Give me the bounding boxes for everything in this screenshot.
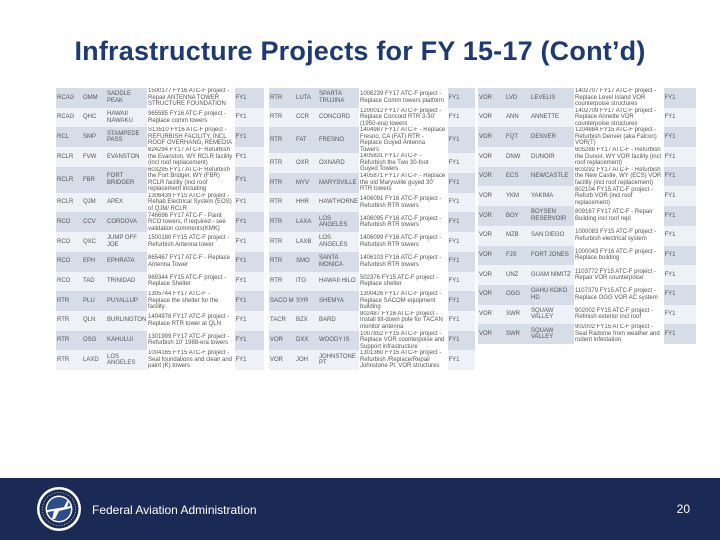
location-id-cell: LAXB [295,232,318,252]
city-cell: SHEMYA [318,291,359,311]
location-id-cell: LAXD [82,350,106,370]
project-description-cell: 1306439 FY15 ATC-F project - Rehab Electrical System (EOS) of QJM/ RCLR [147,193,234,213]
fiscal-year-cell: FY1 [663,147,696,167]
project-description-cell: 802104 FY15 ATC-F project - Refurb VOR (incl roof replacement) [574,186,663,206]
agency-name: Federal Aviation Administration [92,503,257,517]
facility-type-cell: RTR [269,212,295,232]
project-description-cell: 746696 FY17 ATC-F - Paint RCO towers, if required - see validation comments(KMK) [147,212,234,232]
table-row [269,212,475,232]
location-id-cell: QJM [82,193,106,213]
fiscal-year-cell: FY1 [447,331,475,351]
fiscal-year-cell: FY1 [234,232,264,252]
city-cell: CORDOVA [106,212,147,232]
location-id-cell: CCR [295,108,318,128]
location-id-cell: LVD [505,88,530,108]
fiscal-year-cell: FY1 [447,153,475,173]
facility-type-cell: RTR [269,108,295,128]
facility-type-cell: VOR [478,186,505,206]
city-cell: WOODY IS [318,331,359,351]
city-cell: LOS ANGELES [106,350,147,370]
table-row [478,226,696,246]
table-row [478,324,696,344]
table-row [269,291,475,311]
location-id-cell: TAD [82,272,106,292]
city-cell: ANNETTE [530,108,574,128]
table-row [478,186,696,206]
table-row [269,88,475,108]
location-id-cell: OGG [505,285,530,305]
fiscal-year-cell: FY1 [663,246,696,266]
facility-type-cell: RCLR [56,193,82,213]
facility-type-cell: VOR [478,147,505,167]
fiscal-year-cell: FY1 [663,167,696,187]
project-description-cell: 1305744 FY17 ATC-F - Replace the shelter for the facility. [147,291,234,311]
table-row [56,291,264,311]
location-id-cell: CCV [82,212,106,232]
table-row [269,331,475,351]
fiscal-year-cell: FY1 [447,272,475,292]
location-id-cell: ANN [505,108,530,128]
facility-type-cell: VOR [478,206,505,226]
city-cell: FORT BRIDGER [106,167,147,193]
location-id-cell: FBR [82,167,106,193]
city-cell: EVANSTON [106,147,147,167]
city-cell: HAWAII HILO [318,272,359,292]
location-id-cell: SWR [505,324,530,344]
table-row [478,206,696,226]
project-description-cell: 1402707 FY17 ATC-F project - Replace Level Island VOR counterpoise structures [574,88,663,108]
location-id-cell: QHC [82,108,106,128]
fiscal-year-cell: FY1 [234,88,264,108]
fiscal-year-cell: FY1 [234,127,264,147]
fiscal-year-cell: FY1 [447,311,475,331]
project-description-cell: 965585 FY16 ATC-F project - Replace comm towers [147,108,234,128]
fiscal-year-cell: FY1 [447,127,475,153]
fiscal-year-cell: FY1 [447,108,475,128]
facility-type-cell: RTR [269,252,295,272]
city-cell: GUAM NIMITZ [530,265,574,285]
projects-table-left [56,88,264,370]
location-id-cell: PLU [82,291,106,311]
location-id-cell: ITO [295,272,318,292]
facility-type-cell: VOR [478,246,505,266]
facility-type-cell: RTR [269,193,295,213]
location-id-cell: EPH [82,252,106,272]
fiscal-year-cell: FY1 [234,252,264,272]
page-title: Infrastructure Projects for FY 15-17 (Cont’d) [74,36,646,66]
location-id-cell: SYR [295,291,318,311]
city-cell: SAN DIEGO [530,226,574,246]
city-cell: LOS ANGELES [318,212,359,232]
facility-type-cell: RCLR [56,167,82,193]
page-number: 20 [676,502,690,516]
table-row [269,153,475,173]
fiscal-year-cell: FY1 [663,186,696,206]
location-id-cell: OXR [295,153,318,173]
fiscal-year-cell: FY1 [663,206,696,226]
facility-type-cell: VOR [478,108,505,128]
project-description-cell: 1007852 FY15 ATC-F project - Replace VOR counterpoise and Support infrastructure [359,331,447,351]
location-id-cell: HHR [295,193,318,213]
location-id-cell: FVW [82,147,106,167]
project-description-cell: 802487 FY16 ATC-F project - Install tilt-down pole for TACAN monitor antenna [359,311,447,331]
facility-type-cell: RCO [56,272,82,292]
table-row [56,193,264,213]
project-description-cell: 603295 FY17 ATC-F Refurbish the Fort Bridger, WY (FBR) RCLR facility (incl roof replacement including [147,167,234,193]
fiscal-year-cell: FY1 [447,173,475,193]
facility-type-cell: RCO [56,212,82,232]
location-id-cell: YKM [505,186,530,206]
project-description-cell: 1103772 FY15 ATC-F project - Repair VOR counterpoise [574,265,663,285]
fiscal-year-cell: FY1 [663,226,696,246]
fiscal-year-cell: FY1 [663,108,696,128]
table-row [478,127,696,147]
location-id-cell: UNZ [505,265,530,285]
city-cell: LOS ANGELES [318,232,359,252]
city-cell: TRINIDAD [106,272,147,292]
fiscal-year-cell: FY1 [447,193,475,213]
location-id-cell: OMM [82,88,106,108]
location-id-cell: QLN [82,311,106,331]
project-description-cell: 809167 FY17 ATC-F - Repair Building incl roof repl [574,206,663,226]
fiscal-year-cell: FY1 [234,167,264,193]
fiscal-year-cell: FY1 [234,108,264,128]
project-description-cell: 1000043 FY16 ATC-F project - Replace building [574,246,663,266]
table-row [56,272,264,292]
facility-type-cell: RTR [269,153,295,173]
facility-type-cell: VOR [269,331,295,351]
project-description-cell: 1405871 FY17 ATC-F - Replace the old Marysville guyed 30' RTR towers [360,173,446,193]
fiscal-year-cell: FY1 [447,232,475,252]
table-row [56,127,264,147]
project-description-cell: 1405831 FY17 ATC-F - Refurbish the Two 30-foot Guyed Towers [359,153,447,173]
city-cell: OAHU KOKO HD [530,285,574,305]
facility-type-cell: RCO [56,252,82,272]
facility-type-cell: RCLR [56,147,82,167]
facility-type-cell: VOR [478,265,505,285]
facility-type-cell: SACO M [269,291,295,311]
table-row [478,88,696,108]
table-row [56,88,264,108]
project-description-cell: 1500180 FY15 ATC-F project - Refurbish Antenna tower [147,232,234,252]
project-description-cell: 1406091 FY16 ATC-F project - Refurbish RTR towers [359,193,447,213]
facility-type-cell: RCAG [56,108,82,128]
city-cell: JUMP OFF JOE [106,232,147,252]
city-cell: STAMPEDE PASS [106,127,147,147]
table-row [56,350,264,370]
table-row [269,252,475,272]
location-id-cell: LUTA [295,88,318,108]
project-description-cell: 1301360 FY15 ATC-F project - Refurbish /Replace/Repair Johnstone Pt. VOR structures [359,350,447,370]
city-cell: FRESNO [318,127,359,153]
location-id-cell: MZB [505,226,530,246]
table-row [478,167,696,187]
table-row [269,311,475,331]
table-row [478,285,696,305]
location-id-cell: QXC [82,232,106,252]
fiscal-year-cell: FY1 [447,350,475,370]
project-description-cell: 1402709 FY17 ATC-F project - Replace Annette VOR counterpoise structures [574,108,663,128]
facility-type-cell: RTR [269,232,295,252]
fiscal-year-cell: FY1 [663,285,696,305]
location-id-cell: BOY [505,206,530,226]
project-description-cell: 902002 FY15 ATC-F project - Seal Radome from weather and rodent infestation [574,324,663,344]
facility-type-cell: VOR [478,305,505,325]
city-cell: FORT JONES [530,246,574,266]
table-row [56,311,264,331]
project-description-cell: 624294 FY17 ATC-F Refurbish the Evanston, WY RCLR facility (incl roof replacement) [148,147,233,167]
fiscal-year-cell: FY1 [234,311,264,331]
table-row [56,108,264,128]
fiscal-year-cell: FY1 [234,147,264,167]
fiscal-year-cell: FY1 [234,331,264,351]
project-description-cell: 1000083 FY15 ATC-F project - Refurbish electrical system [574,226,663,246]
facility-type-cell: VOR [269,350,295,370]
table-row [56,252,264,272]
location-id-cell: LAXA [295,212,318,232]
location-id-cell: DNW [505,147,530,167]
location-id-cell: OSG [82,331,106,351]
facility-type-cell: RCAG [56,88,82,108]
facility-type-cell: VOR [478,324,505,344]
city-cell: SADDLE PEAK [106,88,147,108]
facility-type-cell: RTR [56,291,82,311]
fiscal-year-cell: FY1 [234,350,264,370]
table-row [478,147,696,167]
city-cell: HAWTHORNE [318,193,359,213]
city-cell: DUNOIR [530,147,574,167]
location-id-cell: FJS [505,246,530,266]
projects-table-right [478,88,696,344]
location-id-cell: SMP [82,127,106,147]
table-row [269,127,475,153]
facility-type-cell: VOR [478,127,505,147]
city-cell: YAKIMA [530,186,574,206]
project-description-cell: 1406103 FY16 ATC-F project - Refurbish RTR towers [359,252,447,272]
facility-type-cell: VOR [478,167,505,187]
location-id-cell: ECS [505,167,530,187]
project-description-cell: 1500177 FY16 ATC-F project - Repair ANTENNA TOWER STRUCTURE FOUNDATION [147,88,234,108]
facility-type-cell: TACR [269,311,295,331]
project-description-cell: 502376 FY15 ATC-F project - Replace shelter [359,272,447,292]
table-row [56,167,264,193]
projects-table-middle [269,88,475,370]
project-description-cell: 865467 FY17 ATC-F - Replace Antenna Tower [147,252,234,272]
table-row [269,193,475,213]
facility-type-cell: RTR [269,127,295,153]
fiscal-year-cell: FY1 [663,265,696,285]
facility-type-cell: RCL [56,127,82,147]
facility-type-cell: RTR [56,311,82,331]
location-id-cell: DXX [295,331,318,351]
table-row [478,265,696,285]
project-description-cell: 1300426 FY17 ATC-F project - Replace SACOM equipment building [359,291,447,311]
location-id-cell: MYV [295,173,318,193]
location-id-cell: SWR [505,305,530,325]
fiscal-year-cell: FY1 [234,272,264,292]
facility-type-cell: VOR [478,88,505,108]
table-row [269,173,475,193]
facility-type-cell: VOR [478,285,505,305]
table-body-middle [269,88,475,370]
fiscal-year-cell: FY1 [234,291,264,311]
project-description-cell: 1301999 FY17 ATC-F project - Refurbish 10' 1988-era towers [147,331,234,351]
facility-type-cell: RTR [269,173,295,193]
project-description-cell: 1006239 FY17 ATC-F project - Replace Comm towers platform [359,88,447,108]
city-cell: NEWCASTLE [530,167,574,187]
project-description-cell: 1107379 FY15 ATC-F project - Replace OGG VOR AC system [574,285,663,305]
facility-type-cell: RTR [56,331,82,351]
project-description-cell: 969344 FY15 ATC-F project - Replace Shelter [147,272,234,292]
city-cell: SQUAW VALLEY [530,305,574,325]
table-body-right [478,88,696,344]
footer-bar [0,478,720,540]
table-row [269,108,475,128]
city-cell: BURLINGTON [106,311,147,331]
project-description-cell: S13510 FY16 ATC-F project - REFURBISH FACILITY, INCL ROOF OVERHANG, REMEDIA [148,127,233,147]
project-description-cell: 605288 FY17 ATC-F - Refurbish the Dunoir, WY VOR facility (incl roof replacement) [574,147,663,167]
table-row [56,212,264,232]
fiscal-year-cell: FY1 [663,88,696,108]
table-body-left [56,88,264,370]
project-description-cell: 1204884 FY15 ATC-F project - Refurbish Denver (aka Falcon) VOR(T) [574,127,663,147]
fiscal-year-cell: FY1 [447,252,475,272]
project-description-cell: 1404987 FY17 ATC-F - Replace Fresno, CA (FAT) RTR - Replace Guyed Antenna Towers [360,127,446,153]
location-id-cell: SMO [295,252,318,272]
fiscal-year-cell: FY1 [234,212,264,232]
city-cell: LEVELIS [530,88,574,108]
table-row [56,331,264,351]
location-id-cell: JOH [295,350,318,370]
project-description-cell: 1404978 FY17 ATC-F project - Replace RTR tower at QLN [147,311,234,331]
city-cell: SPARTA TRUJINA [318,88,359,108]
table-row [269,272,475,292]
facility-type-cell: RTR [269,272,295,292]
fiscal-year-cell: FY1 [663,305,696,325]
project-description-cell: 1406095 FY16 ATC-F project - Refurbish RTR towers [359,212,447,232]
city-cell: HAWAII NAWAKU [106,108,147,128]
projects-tables [56,88,696,466]
faa-seal-logo [36,486,82,532]
facility-type-cell: RTR [56,350,82,370]
project-description-cell: 1200012 FY17 ATC-F project - Replace Concord RTR 3-30' (1950-era) towers [359,108,447,128]
city-cell: EPHRATA [106,252,147,272]
table-row [478,246,696,266]
city-cell: SANTA MONICA [318,252,359,272]
project-description-cell: 902002 FY15 ATC-F project - Refinish exterior incl roof [574,305,663,325]
project-description-cell: 1004165 FY15 ATC-F project - Seal foundations and clean and paint (K) towers [148,350,233,370]
table-row [478,108,696,128]
project-description-cell: 1406099 FY16 ATC-F project - Refurbish RTR towers [359,232,447,252]
city-cell: PUYALLUP [106,291,147,311]
fiscal-year-cell: FY1 [447,88,475,108]
fiscal-year-cell: FY1 [663,127,696,147]
facility-type-cell: RTR [269,88,295,108]
facility-type-cell: RCO [56,232,82,252]
city-cell: MARYSVILLE [318,173,359,193]
city-cell: OXNARD [318,153,359,173]
table-row [269,232,475,252]
location-id-cell: BZX [295,311,318,331]
fiscal-year-cell: FY1 [234,193,264,213]
fiscal-year-cell: FY1 [663,324,696,344]
location-id-cell: FQT [505,127,530,147]
city-cell: SQUAW VALLEY [530,324,574,344]
table-row [478,305,696,325]
table-row [269,350,475,370]
facility-type-cell: VOR [478,226,505,246]
table-row [56,232,264,252]
city-cell: APEX [106,193,147,213]
fiscal-year-cell: FY1 [447,291,475,311]
location-id-cell: FAT [295,127,318,153]
project-description-cell: 603292 FY17 ATC-F - Refurbish the New Castle, WY (ECS) VOR facility (incl roof replacement) [575,166,662,186]
city-cell: BOYSEN RESERVOIR [530,206,574,226]
city-cell: CONCORD [318,108,359,128]
city-cell: BARD [318,311,359,331]
city-cell: DENVER [530,127,574,147]
city-cell: JOHNSTONE PT [318,350,359,370]
fiscal-year-cell: FY1 [447,212,475,232]
city-cell: KAHULUI [106,331,147,351]
table-row [56,147,264,167]
